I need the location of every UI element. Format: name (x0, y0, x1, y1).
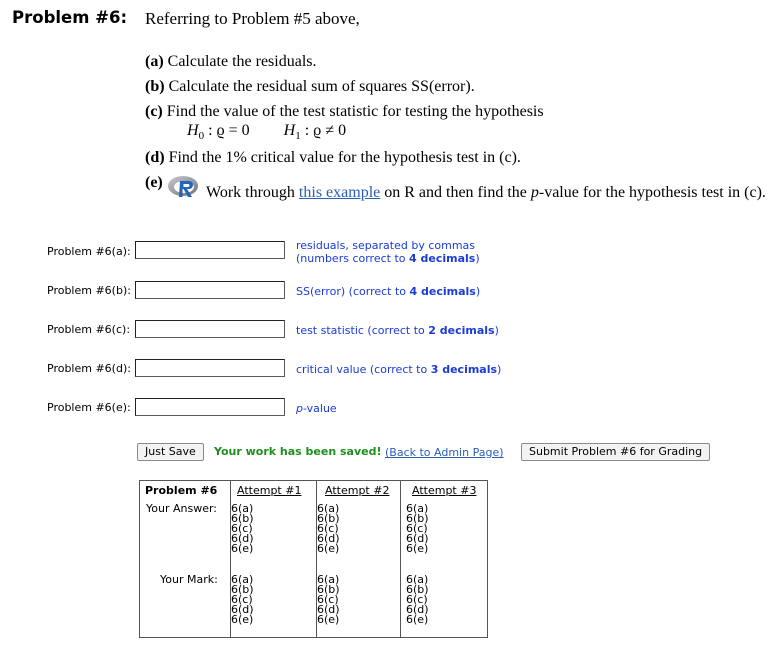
answer-note-d: critical value (correct to 3 decimals) (296, 363, 502, 376)
answer-input-d[interactable] (135, 359, 285, 377)
attempt-2-marks: 6(a) 6(b) 6(c) 6(d) 6(e) (317, 573, 340, 626)
answer-input-a[interactable] (135, 241, 285, 259)
attempt-1-marks: 6(a) 6(b) 6(c) 6(d) 6(e) (231, 573, 254, 626)
part-b (145, 78, 475, 96)
saved-message: Your work has been saved! (214, 445, 382, 458)
attempt-3-header: Attempt #3 (412, 484, 477, 497)
attempts-header-problem: Problem #6 (145, 484, 218, 497)
answer-label-d: Problem #6(d): (47, 362, 131, 375)
problem-intro: Referring to Problem #5 above, (145, 9, 360, 28)
part-e-letter: (e) (145, 174, 163, 191)
part-a (145, 53, 317, 71)
part-a-letter: (a) (145, 53, 164, 70)
answer-input-e[interactable] (135, 398, 285, 416)
attempt-1-answers: 6(a) 6(b) 6(c) 6(d) 6(e) (231, 502, 254, 555)
attempt-1-header: Attempt #1 (237, 484, 302, 497)
part-d (145, 149, 521, 167)
just-save-button[interactable]: Just Save (137, 443, 204, 461)
answer-label-a: Problem #6(a): (47, 245, 131, 258)
problem-title: Problem #6: (12, 8, 128, 27)
part-c-letter: (c) (145, 103, 163, 120)
answer-label-c: Problem #6(c): (47, 323, 131, 336)
your-mark-label: Your Mark: (160, 573, 218, 586)
r-logo-icon (167, 174, 203, 207)
answer-note-e: p-value (296, 402, 337, 415)
part-d-letter: (d) (145, 149, 165, 166)
answer-label-b: Problem #6(b): (47, 284, 131, 297)
answer-label-e: Problem #6(e): (47, 401, 131, 414)
submit-problem-button[interactable]: Submit Problem #6 for Grading (521, 443, 710, 461)
part-b-text: Calculate the residual sum of squares SS(error). (168, 78, 475, 95)
attempt-2-header: Attempt #2 (325, 484, 390, 497)
your-answer-label: Your Answer: (146, 502, 218, 515)
part-d-text: Find the 1% critical value for the hypothesis test in (c). (168, 149, 521, 166)
answer-note-c: test statistic (correct to 2 decimals) (296, 324, 499, 337)
h1-statement: $H_1$ : ϱ ≠ 0 (283, 122, 347, 143)
hypothesis (187, 122, 346, 142)
attempt-3-answers: 6(a) 6(b) 6(c) 6(d) 6(e) (406, 502, 429, 555)
answer-input-c[interactable] (135, 320, 285, 338)
part-a-text: Calculate the residuals. (167, 53, 317, 70)
part-e-text: Work through this example on R and then find the p-value for the hypothesis test in (c). (206, 184, 766, 201)
back-to-admin-link[interactable]: (Back to Admin Page) (385, 446, 504, 459)
this-example-link[interactable]: this example (298, 184, 381, 201)
h0-statement: $H_0$ : ϱ = 0 (187, 122, 250, 143)
attempts-table (139, 480, 488, 638)
part-b-letter: (b) (145, 78, 165, 95)
answer-note-b: SS(error) (correct to 4 decimals) (296, 285, 481, 298)
attempt-3-marks: 6(a) 6(b) 6(c) 6(d) 6(e) (406, 573, 429, 626)
answer-note-a: residuals, separated by commas (numbers correct to 4 decimals) (296, 239, 480, 265)
attempt-2-answers: 6(a) 6(b) 6(c) 6(d) 6(e) (317, 502, 340, 555)
part-e-letter-wrap (145, 174, 163, 192)
part-c (145, 103, 544, 121)
part-c-text: Find the value of the test statistic for testing the hypothesis (166, 103, 544, 120)
answer-input-b[interactable] (135, 281, 285, 299)
